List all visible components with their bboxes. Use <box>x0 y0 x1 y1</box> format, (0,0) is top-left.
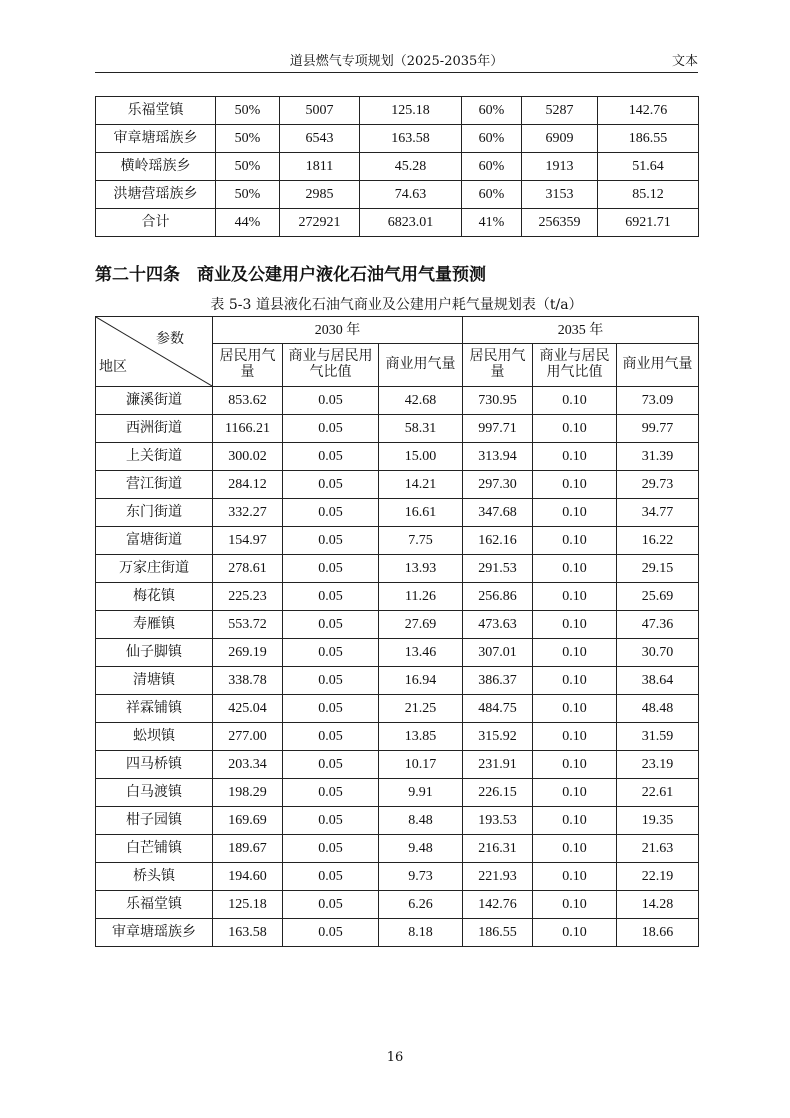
table-cell: 194.60 <box>213 863 283 891</box>
table-cell: 0.10 <box>533 639 617 667</box>
table-row <box>96 835 699 863</box>
table-cell: 0.10 <box>533 471 617 499</box>
table-cell: 34.77 <box>617 499 699 527</box>
region-name-cell: 柑子园镇 <box>96 807 213 835</box>
table-cell: 60% <box>462 181 522 209</box>
table-cell: 23.19 <box>617 751 699 779</box>
table-row <box>96 471 699 499</box>
table-row <box>96 499 699 527</box>
table-cell: 0.05 <box>283 891 379 919</box>
table-cell: 997.71 <box>463 415 533 443</box>
table-cell: 48.48 <box>617 695 699 723</box>
table-row <box>96 919 699 947</box>
table-cell: 21.25 <box>379 695 463 723</box>
table-cell: 44% <box>216 209 280 237</box>
region-name-cell: 桥头镇 <box>96 863 213 891</box>
table-cell: 162.16 <box>463 527 533 555</box>
table-row <box>96 807 699 835</box>
table-cell: 186.55 <box>463 919 533 947</box>
lpg-commercial-consumption-table <box>95 316 699 947</box>
table-cell: 1811 <box>280 153 360 181</box>
table-cell: 60% <box>462 125 522 153</box>
region-name-cell: 合计 <box>96 209 216 237</box>
table-row <box>96 527 699 555</box>
table-row <box>96 181 699 209</box>
region-name-cell: 营江街道 <box>96 471 213 499</box>
table-row <box>96 891 699 919</box>
table-cell: 169.69 <box>213 807 283 835</box>
table-cell: 16.94 <box>379 667 463 695</box>
table-cell: 31.39 <box>617 443 699 471</box>
table-cell: 221.93 <box>463 863 533 891</box>
table-cell: 338.78 <box>213 667 283 695</box>
table-row <box>96 583 699 611</box>
table-cell: 6543 <box>280 125 360 153</box>
table-row <box>96 125 699 153</box>
table-cell: 0.05 <box>283 751 379 779</box>
table-cell: 6921.71 <box>598 209 699 237</box>
table-cell: 0.05 <box>283 443 379 471</box>
table-cell: 27.69 <box>379 611 463 639</box>
table-cell: 30.70 <box>617 639 699 667</box>
table-cell: 0.05 <box>283 499 379 527</box>
region-name-cell: 洪塘营瑶族乡 <box>96 181 216 209</box>
table-cell: 0.10 <box>533 387 617 415</box>
table-cell: 58.31 <box>379 415 463 443</box>
table-cell: 0.05 <box>283 415 379 443</box>
table-cell: 14.21 <box>379 471 463 499</box>
col-commercial-2035: 商业用气量 <box>617 344 699 387</box>
region-name-cell: 寿雁镇 <box>96 611 213 639</box>
table-cell: 13.93 <box>379 555 463 583</box>
table-cell: 0.05 <box>283 779 379 807</box>
table-cell: 163.58 <box>360 125 462 153</box>
table-cell: 16.61 <box>379 499 463 527</box>
table-cell: 0.05 <box>283 807 379 835</box>
table-cell: 0.05 <box>283 639 379 667</box>
table-row <box>96 639 699 667</box>
section-heading: 第二十四条 商业及公建用户液化石油气用气量预测 <box>95 265 486 285</box>
table-cell: 0.10 <box>533 891 617 919</box>
table-cell: 193.53 <box>463 807 533 835</box>
table-cell: 0.10 <box>533 611 617 639</box>
page-header <box>95 48 698 73</box>
region-name-cell: 蚣坝镇 <box>96 723 213 751</box>
region-name-cell: 西洲街道 <box>96 415 213 443</box>
table-cell: 0.05 <box>283 471 379 499</box>
table-cell: 1913 <box>522 153 598 181</box>
corner-region-label: 地区 <box>99 360 127 375</box>
table-cell: 6823.01 <box>360 209 462 237</box>
table-cell: 163.58 <box>213 919 283 947</box>
region-name-cell: 仙子脚镇 <box>96 639 213 667</box>
table-cell: 0.05 <box>283 919 379 947</box>
table-cell: 0.10 <box>533 667 617 695</box>
table-cell: 347.68 <box>463 499 533 527</box>
table-cell: 60% <box>462 153 522 181</box>
table-cell: 31.59 <box>617 723 699 751</box>
table-cell: 0.10 <box>533 499 617 527</box>
table-cell: 473.63 <box>463 611 533 639</box>
table-cell: 0.05 <box>283 835 379 863</box>
region-name-cell: 白芒铺镇 <box>96 835 213 863</box>
table-cell: 18.66 <box>617 919 699 947</box>
region-name-cell: 乐福堂镇 <box>96 891 213 919</box>
table-cell: 386.37 <box>463 667 533 695</box>
table-cell: 277.00 <box>213 723 283 751</box>
continued-table <box>95 96 699 237</box>
table-cell: 853.62 <box>213 387 283 415</box>
table-cell: 9.91 <box>379 779 463 807</box>
table-row <box>96 695 699 723</box>
table-cell: 0.10 <box>533 723 617 751</box>
table-cell: 0.10 <box>533 527 617 555</box>
table-cell: 0.05 <box>283 723 379 751</box>
document-title: 道县燃气专项规划（2025-2035年） <box>289 54 504 69</box>
table-cell: 189.67 <box>213 835 283 863</box>
table-cell: 50% <box>216 125 280 153</box>
table-cell: 256359 <box>522 209 598 237</box>
table-cell: 0.05 <box>283 695 379 723</box>
table-row <box>96 863 699 891</box>
region-name-cell: 东门街道 <box>96 499 213 527</box>
table-cell: 0.05 <box>283 583 379 611</box>
col-ratio-2035: 商业与居民用气比值 <box>533 344 617 387</box>
table-cell: 0.05 <box>283 863 379 891</box>
table-row <box>96 667 699 695</box>
region-name-cell: 梅花镇 <box>96 583 213 611</box>
table-cell: 142.76 <box>598 97 699 125</box>
table-cell: 60% <box>462 97 522 125</box>
table-cell: 3153 <box>522 181 598 209</box>
table-cell: 125.18 <box>213 891 283 919</box>
region-name-cell: 濂溪街道 <box>96 387 213 415</box>
table-cell: 0.10 <box>533 555 617 583</box>
table-cell: 5287 <box>522 97 598 125</box>
table-cell: 0.10 <box>533 583 617 611</box>
table-cell: 553.72 <box>213 611 283 639</box>
table-cell: 47.36 <box>617 611 699 639</box>
region-name-cell: 横岭瑶族乡 <box>96 153 216 181</box>
document-section-label: 文本 <box>671 54 698 69</box>
table-cell: 50% <box>216 97 280 125</box>
page-number: 16 <box>386 1050 404 1065</box>
year-2035-header: 2035 年 <box>463 317 699 344</box>
table-row <box>96 443 699 471</box>
region-name-cell: 富塘街道 <box>96 527 213 555</box>
table-cell: 15.00 <box>379 443 463 471</box>
col-resident-2035: 居民用气量 <box>463 344 533 387</box>
table-cell: 0.05 <box>283 667 379 695</box>
region-name-cell: 乐福堂镇 <box>96 97 216 125</box>
table-cell: 2985 <box>280 181 360 209</box>
table-cell: 0.10 <box>533 779 617 807</box>
table-cell: 300.02 <box>213 443 283 471</box>
region-name-cell: 清塘镇 <box>96 667 213 695</box>
table-cell: 0.10 <box>533 807 617 835</box>
table-cell: 25.69 <box>617 583 699 611</box>
table-cell: 13.85 <box>379 723 463 751</box>
table-cell: 269.19 <box>213 639 283 667</box>
table-cell: 284.12 <box>213 471 283 499</box>
table-cell: 6.26 <box>379 891 463 919</box>
table-cell: 198.29 <box>213 779 283 807</box>
table-cell: 45.28 <box>360 153 462 181</box>
table-cell: 307.01 <box>463 639 533 667</box>
table-cell: 216.31 <box>463 835 533 863</box>
table-cell: 142.76 <box>463 891 533 919</box>
table-cell: 0.10 <box>533 443 617 471</box>
table-cell: 6909 <box>522 125 598 153</box>
region-name-cell: 上关街道 <box>96 443 213 471</box>
table-cell: 10.17 <box>379 751 463 779</box>
table-cell: 225.23 <box>213 583 283 611</box>
region-name-cell: 万家庄街道 <box>96 555 213 583</box>
table-cell: 0.10 <box>533 415 617 443</box>
table-cell: 13.46 <box>379 639 463 667</box>
table-cell: 42.68 <box>379 387 463 415</box>
table-cell: 5007 <box>280 97 360 125</box>
table-cell: 8.18 <box>379 919 463 947</box>
table-cell: 99.77 <box>617 415 699 443</box>
table-cell: 50% <box>216 181 280 209</box>
table-cell: 7.75 <box>379 527 463 555</box>
table-cell: 0.10 <box>533 835 617 863</box>
table-row <box>96 387 699 415</box>
table-cell: 730.95 <box>463 387 533 415</box>
table-row <box>96 153 699 181</box>
table-cell: 0.05 <box>283 611 379 639</box>
table-cell: 9.73 <box>379 863 463 891</box>
col-commercial-2030: 商业用气量 <box>379 344 463 387</box>
table-cell: 16.22 <box>617 527 699 555</box>
table-cell: 8.48 <box>379 807 463 835</box>
table-row <box>96 611 699 639</box>
col-resident-2030: 居民用气量 <box>213 344 283 387</box>
table-cell: 203.34 <box>213 751 283 779</box>
table-row <box>96 751 699 779</box>
table-cell: 278.61 <box>213 555 283 583</box>
table-row <box>96 97 699 125</box>
year-2030-header: 2030 年 <box>213 317 463 344</box>
table-cell: 0.10 <box>533 919 617 947</box>
table-cell: 29.73 <box>617 471 699 499</box>
table-row <box>96 415 699 443</box>
table-cell: 291.53 <box>463 555 533 583</box>
table-cell: 1166.21 <box>213 415 283 443</box>
table-cell: 50% <box>216 153 280 181</box>
table-cell: 315.92 <box>463 723 533 751</box>
region-name-cell: 审章塘瑶族乡 <box>96 919 213 947</box>
table-cell: 51.64 <box>598 153 699 181</box>
col-ratio-2030: 商业与居民用气比值 <box>283 344 379 387</box>
table-cell: 9.48 <box>379 835 463 863</box>
table-cell: 73.09 <box>617 387 699 415</box>
table-cell: 19.35 <box>617 807 699 835</box>
table-cell: 425.04 <box>213 695 283 723</box>
table-cell: 11.26 <box>379 583 463 611</box>
corner-parameter-label: 参数 <box>156 332 184 347</box>
table-cell: 0.05 <box>283 527 379 555</box>
table-cell: 125.18 <box>360 97 462 125</box>
table-cell: 22.19 <box>617 863 699 891</box>
table-cell: 41% <box>462 209 522 237</box>
region-name-cell: 四马桥镇 <box>96 751 213 779</box>
table-cell: 21.63 <box>617 835 699 863</box>
table-cell: 186.55 <box>598 125 699 153</box>
table-cell: 154.97 <box>213 527 283 555</box>
table-header-row <box>96 317 699 344</box>
table-cell: 297.30 <box>463 471 533 499</box>
table-cell: 272921 <box>280 209 360 237</box>
region-name-cell: 白马渡镇 <box>96 779 213 807</box>
table-cell: 313.94 <box>463 443 533 471</box>
table-cell: 484.75 <box>463 695 533 723</box>
table-cell: 74.63 <box>360 181 462 209</box>
table-cell: 22.61 <box>617 779 699 807</box>
table-cell: 38.64 <box>617 667 699 695</box>
table-cell: 0.10 <box>533 695 617 723</box>
table-cell: 0.10 <box>533 751 617 779</box>
table-caption: 表 5-3 道县液化石油气商业及公建用户耗气量规划表（t/a） <box>210 297 583 313</box>
table-cell: 332.27 <box>213 499 283 527</box>
table-row <box>96 779 699 807</box>
table-cell: 29.15 <box>617 555 699 583</box>
table-cell: 85.12 <box>598 181 699 209</box>
table-cell: 0.10 <box>533 863 617 891</box>
region-name-cell: 祥霖铺镇 <box>96 695 213 723</box>
table-cell: 0.05 <box>283 387 379 415</box>
table-cell: 231.91 <box>463 751 533 779</box>
table-cell: 0.05 <box>283 555 379 583</box>
table-row <box>96 209 699 237</box>
table-cell: 256.86 <box>463 583 533 611</box>
table-cell: 226.15 <box>463 779 533 807</box>
table-row <box>96 723 699 751</box>
table-cell: 14.28 <box>617 891 699 919</box>
table-row <box>96 555 699 583</box>
region-name-cell: 审章塘瑶族乡 <box>96 125 216 153</box>
corner-header-cell <box>96 317 213 387</box>
